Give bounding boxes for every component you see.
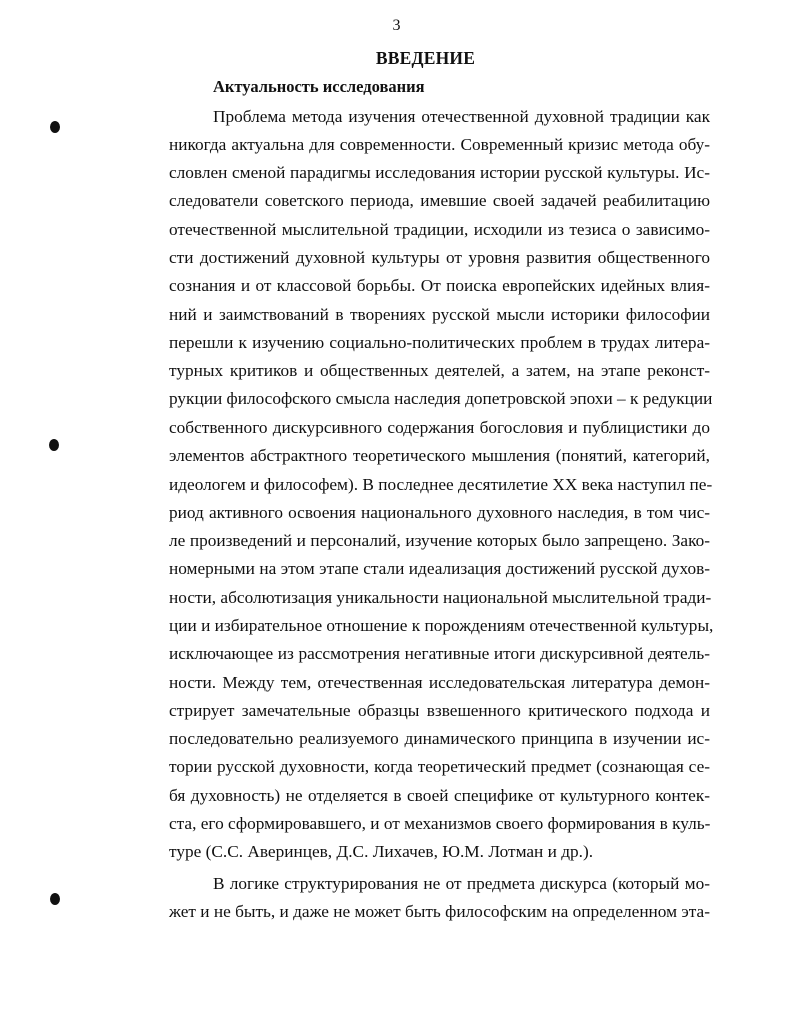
text-line: турных критиков и общественных деятелей, а затем, на этапе реконст- <box>169 361 710 380</box>
text-line: сознания и от классовой борьбы. От поиска европейских идейных влия- <box>169 276 710 295</box>
text-line: исключающее из рассмотрения негативные итоги дискурсивной деятель- <box>169 644 710 663</box>
text-line: В логике структурирования не от предмета дискурса (который мо- <box>213 874 710 893</box>
text-line: перешли к изучению социально-политических проблем в трудах литера- <box>169 333 710 352</box>
text-line: ности. Между тем, отечественная исследовательская литература демон- <box>169 673 710 692</box>
text-line: ний и заимствований в творениях русской мысли историки философии <box>169 305 710 324</box>
text-line: словлен сменой парадигмы исследования истории русской культуры. Ис- <box>169 163 710 182</box>
text-line: следователи советского периода, имевшие своей задачей реабилитацию <box>169 191 710 210</box>
text-line: идеологем и философем). В последнее десятилетие XX века наступил пе- <box>169 475 713 494</box>
text-line: собственного дискурсивного содержания богословия и публицистики до <box>169 418 710 437</box>
page-number: 3 <box>392 17 401 34</box>
text-line: ции и избирательное отношение к порождениям отечественной культуры, <box>169 616 714 635</box>
subsection-heading: Актуальность исследования <box>213 77 425 96</box>
text-line: жет и не быть, и даже не может быть философским на определенном эта- <box>169 902 710 921</box>
punch-hole-mark <box>50 893 60 905</box>
text-line: рукции философского смысла наследия допетровской эпохи – к редукции <box>169 389 713 408</box>
text-line: последовательно реализуемого динамического принципа в изучении ис- <box>169 729 710 748</box>
text-line: отечественной мыслительной традиции, исходили из тезиса о зависимо- <box>169 220 710 239</box>
text-line: никогда актуальна для современности. Современный кризис метода обу- <box>169 135 710 154</box>
text-line: ле произведений и персоналий, изучение которых было запрещено. Зако- <box>169 531 710 550</box>
text-line: ности, абсолютизация уникальности национальной мыслительной тради- <box>169 588 712 607</box>
text-line: бя духовность) не отделяется в своей специфике от культурного контек- <box>169 786 710 805</box>
text-line: ста, его сформировавшего, и от механизмов своего формирования в куль- <box>169 814 711 833</box>
text-line: Проблема метода изучения отечественной духовной традиции как <box>213 107 710 126</box>
text-line: элементов абстрактного теоретического мышления (понятий, категорий, <box>169 446 710 465</box>
punch-hole-mark <box>50 121 60 133</box>
punch-hole-mark <box>49 439 59 451</box>
text-line: тории русской духовности, когда теоретический предмет (сознающая се- <box>169 757 710 776</box>
text-line: туре (С.С. Аверинцев, Д.С. Лихачев, Ю.М. Лотман и др.). <box>169 842 594 861</box>
text-line: сти достижений духовной культуры от уровня развития общественного <box>169 248 710 267</box>
text-line: номерными на этом этапе стали идеализация достижений русской духов- <box>169 559 710 578</box>
text-line: стрирует замечательные образцы взвешенного критического подхода и <box>169 701 710 720</box>
text-line: риод активного освоения национального духовного наследия, в том чис- <box>169 503 710 522</box>
section-heading: ВВЕДЕНИЕ <box>375 48 476 68</box>
